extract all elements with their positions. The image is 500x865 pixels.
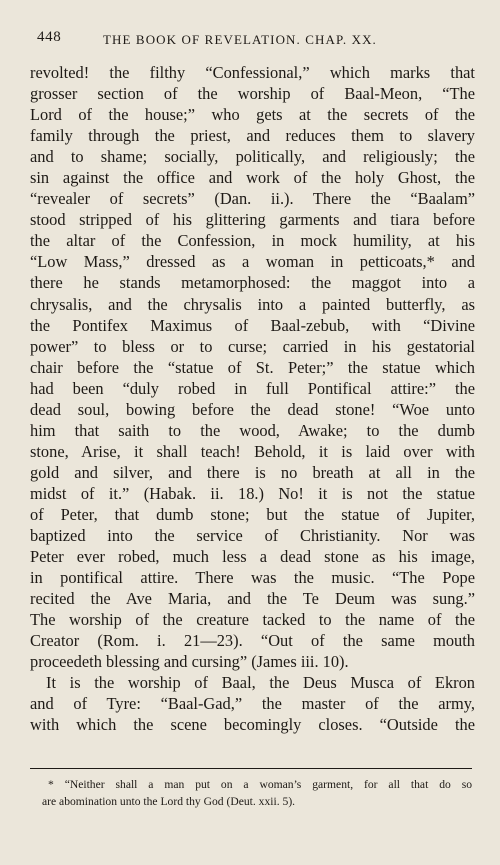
body-line: stood stripped of his glittering garments and tiara before [30,210,475,230]
body-line: the altar of the Confession, in mock humility, at his [30,231,475,251]
body-text [30,62,475,736]
body-line: there he stands metamorphosed: the maggot into a [30,273,475,293]
body-line: gold and silver, and there is no breath at all in the [30,462,475,482]
footnote-line: * “Neither shall a man put on a woman’s garment, for all that do so [48,778,472,791]
footnote-rule [30,768,472,769]
body-line: power” to bless or to curse; carried in his gestatorial [30,336,475,356]
body-line: “Low Mass,” dressed as a woman in petticoats,* and [30,252,475,272]
body-line: proceedeth blessing and cursing” (James iii. 10). [30,652,349,672]
body-line: recited the Ave Maria, and the Te Deum was sung.” [30,589,475,609]
body-line: grosser section of the worship of Baal-Meon, “The [30,84,475,104]
body-line: family through the priest, and reduces them to slavery [30,126,475,146]
body-line: the Pontifex Maximus of Baal-zebub, with “Divine [30,315,475,335]
footnote [42,776,472,810]
body-line: chair before the “statue of St. Peter;” the statue which [30,357,475,377]
body-line: It is the worship of Baal, the Deus Musca of Ekron [46,673,475,693]
body-line: and of Tyre: “Baal-Gad,” the master of the army, [30,694,475,714]
body-line: chrysalis, and the chrysalis into a painted butterfly, as [30,294,475,314]
body-line: The worship of the creature tacked to the name of the [30,610,475,630]
running-head: THE BOOK OF REVELATION. CHAP. XX. [103,32,377,47]
body-line: Creator (Rom. i. 21—23). “Out of the same mouth [30,631,475,651]
body-line: Peter ever robed, much less a dead stone as his image, [30,547,475,567]
body-line: “revealer of secrets” (Dan. ii.). There the “Baalam” [30,189,475,209]
body-line: baptized into the service of Christianity. Nor was [30,526,475,546]
body-line: revolted! the filthy “Confessional,” which marks that [30,63,475,82]
body-line: sin against the office and work of the holy Ghost, the [30,168,475,188]
body-line: and to shame; socially, politically, and religiously; the [30,147,475,167]
body-line: dead soul, bowing before the dead stone! “Woe unto [30,399,475,419]
body-line: stone, Arise, it shall teach! Behold, it is laid over with [30,441,475,461]
page-header [37,29,470,53]
body-line: of Peter, that dumb stone; but the statue of Jupiter, [30,504,475,524]
page-number: 448 [37,29,62,45]
body-line: in pontifical attire. There was the music. “The Pope [30,568,475,588]
body-line: Lord of the house;” who gets at the secrets of the [30,105,475,125]
body-line: him that saith to the wood, Awake; to the dumb [30,420,475,440]
body-line: had been “duly robed in full Pontifical attire:” the [30,378,475,398]
body-line: with which the scene becomingly closes. “Outside the [30,715,475,735]
footnote-line: are abomination unto the Lord thy God (Deut. xxii. 5). [42,795,296,808]
body-line: midst of it.” (Habak. ii. 18.) No! it is not the statue [30,483,475,503]
